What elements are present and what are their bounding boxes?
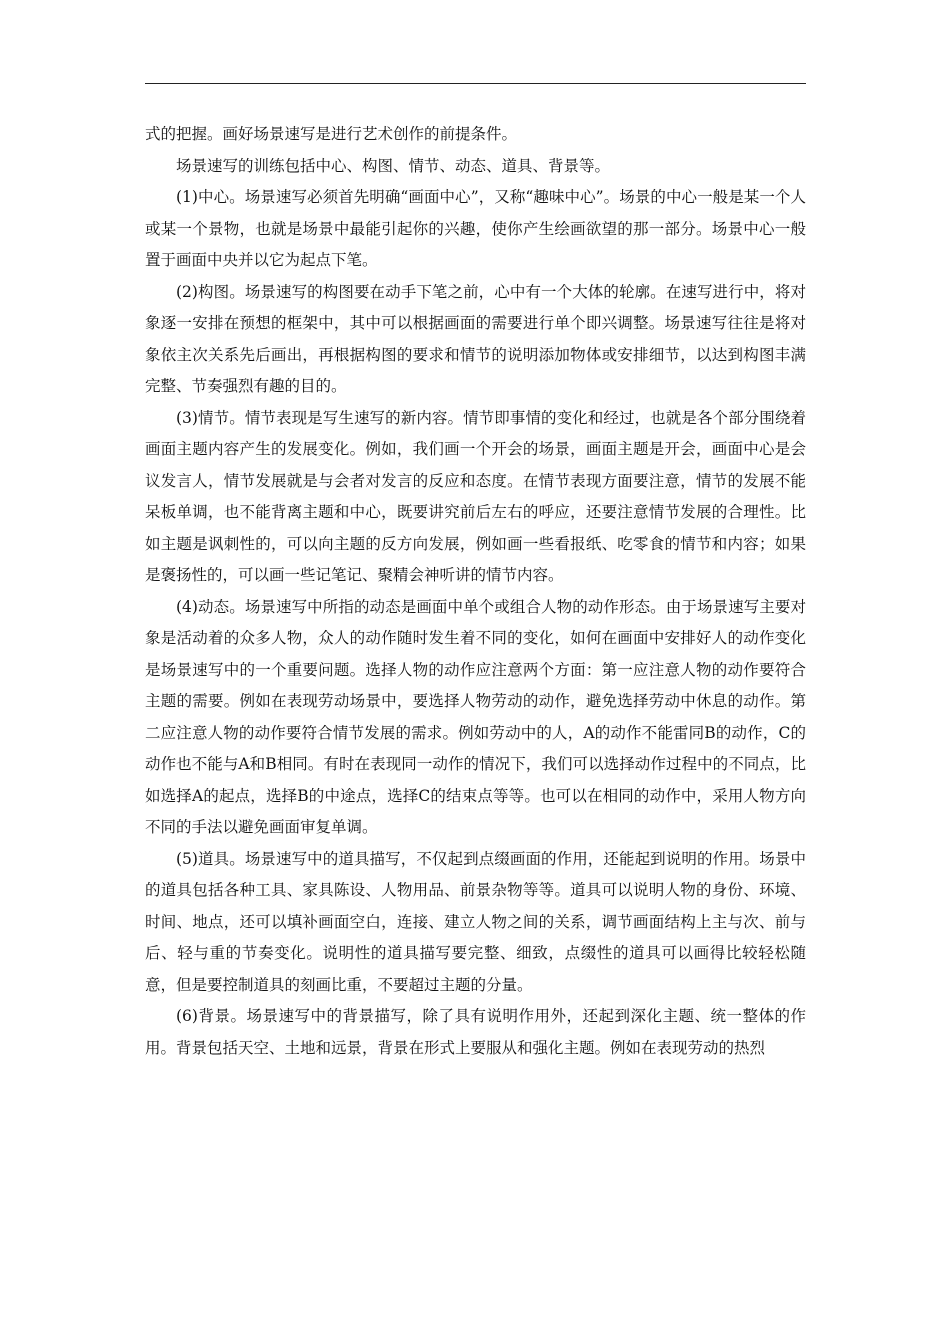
paragraph-props: (5)道具。场景速写中的道具描写，不仅起到点缀画面的作用，还能起到说明的作用。场景中的道具包括各种工具、家具陈设、人物用品、前景杂物等等。道具可以说明人物的身份、环境、时间、地点，还可以填补画面空白，连接、建立人物之间的关系，调节画面结构上主与次、前与后、轻与重的节奏变化。说明性的道具描写要完整、细致，点缀性的道具可以画得比较轻松随意，但是要控制道具的刻画比重，不要超过主题的分量。	[145, 849, 806, 994]
document-body	[145, 119, 806, 1064]
paragraph-intro: 场景速写的训练包括中心、构图、情节、动态、道具、背景等。	[176, 156, 611, 175]
paragraph-background: (6)背景。场景速写中的背景描写，除了具有说明作用外，还起到深化主题、统一整体的作用。背景包括天空、土地和远景，背景在形式上要服从和强化主题。例如在表现劳动的热烈	[145, 1007, 806, 1057]
paragraph-composition: (2)构图。场景速写的构图要在动手下笔之前，心中有一个大体的轮廓。在速写进行中，将对象逐一安排在预想的框架中，其中可以根据画面的需要进行单个即兴调整。场景速写往往是将对象依主次关系先后画出，再根据构图的要求和情节的说明添加物体或安排细节，以达到构图丰满完整、节奏强烈有趣的目的。	[145, 282, 806, 395]
paragraph-center: (1)中心。场景速写必须首先明确“画面中心”，又称“趣味中心”。场景的中心一般是某一个人或某一个景物，也就是场景中最能引起你的兴趣，使你产生绘画欲望的那一部分。场景中心一般置于画面中央并以它为起点下笔。	[145, 188, 806, 269]
paragraph-plot: (3)情节。情节表现是写生速写的新内容。情节即事情的变化和经过，也就是各个部分围绕着画面主题内容产生的发展变化。例如，我们画一个开会的场景，画面主题是开会，画面中心是会议发言人，情节发展就是与会者对发言的反应和态度。在情节表现方面要注意，情节的发展不能呆板单调，也不能背离主题和中心，既要讲究前后左右的呼应，还要注意情节发展的合理性。比如主题是讽刺性的，可以向主题的反方向发展，例如画一些看报纸、吃零食的情节和内容；如果是褒扬性的，可以画一些记笔记、聚精会神听讲的情节内容。	[145, 408, 806, 584]
paragraph-continuation: 式的把握。画好场景速写是进行艺术创作的前提条件。	[145, 125, 518, 143]
header-rule	[145, 83, 806, 84]
paragraph-motion: (4)动态。场景速写中所指的动态是画面中单个或组合人物的动作形态。由于场景速写主要对象是活动着的众多人物，众人的动作随时发生着不同的变化，如何在画面中安排好人的动作变化是场景速写中的一个重要问题。选择人物的动作应注意两个方面：第一应注意人物的动作要符合主题的需要。例如在表现劳动场景中，要选择人物劳动的动作，避免选择劳动中休息的动作。第二应注意人物的动作要符合情节发展的需求。例如劳动中的人，A的动作不能雷同B的动作，C的动作也不能与A和B相同。有时在表现同一动作的情况下，我们可以选择动作过程中的不同点，比如选择A的起点，选择B的中途点，选择C的结束点等等。也可以在相同的动作中，采用人物方向不同的手法以避免画面审复单调。	[145, 597, 806, 836]
